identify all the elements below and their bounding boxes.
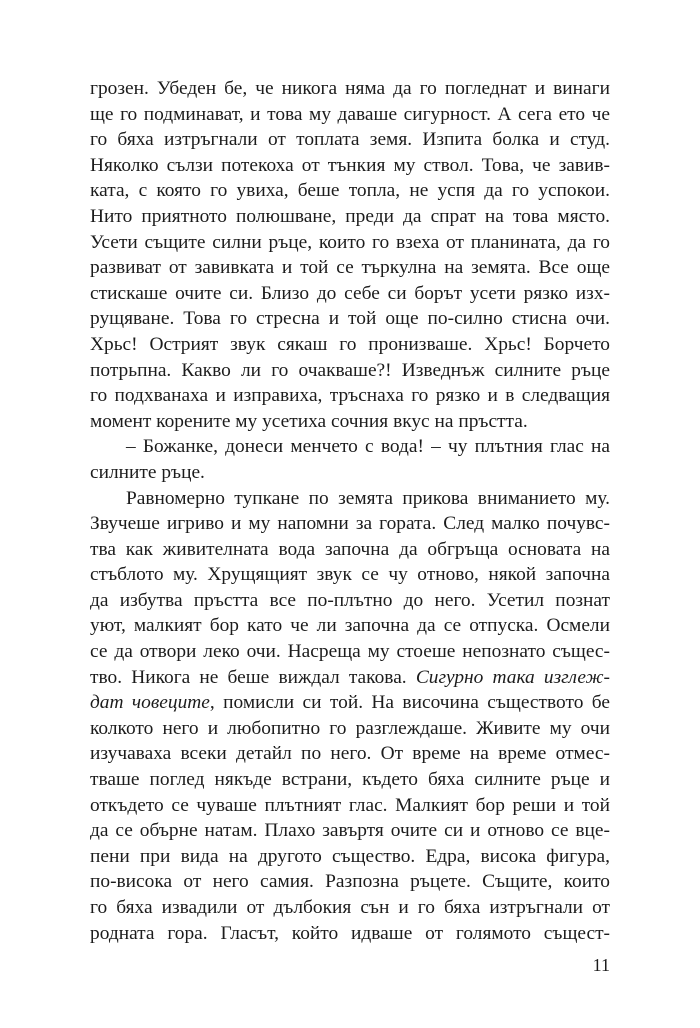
text-line: откъдето се чуваше плътният глас. Малкият бор реши и той xyxy=(90,794,610,816)
text-line: Хрьс! Острият звук сякаш го пронизваше. Хрьс! Борчето xyxy=(90,333,610,355)
text-line: ще го подминават, и това му даваше сигурност. А сега ето че xyxy=(90,103,610,125)
text-line: тваше поглед някъде встрани, където бяха силните ръце и xyxy=(90,769,610,791)
text-line: тва как живителната вода започна да обгръща основата на xyxy=(90,538,610,560)
text-line: Звучеше игриво и му напомни за гората. След малко почувс- xyxy=(90,513,610,535)
dialogue-line: – Божанке, донеси менчето с вода! – чу плътния глас на xyxy=(126,436,610,458)
page-number: 11 xyxy=(592,955,610,975)
text-line: Нито приятното полюшване, преди да спрат на това място. xyxy=(90,205,610,227)
text-line: се да отвори леко очи. Насреща му стоеше непознато същес- xyxy=(90,641,610,663)
text-line-with-italic xyxy=(90,665,610,691)
text-line: уют, малкият бор като че ли започна да се отпуска. Осмели xyxy=(90,615,610,637)
text-line: ката, с която го увиха, беше топла, не успя да го успокои. xyxy=(90,180,610,202)
text-line: колкото него и любопитно го разглеждаше. Живите му очи xyxy=(90,717,610,739)
paragraph-start-line: Равномерно тупкане по земята прикова вниманието му. xyxy=(126,487,610,509)
text-line: развиват от завивката и той се търкулна на земята. Все още xyxy=(90,257,610,279)
text-line: рущяване. Това го стресна и той още по-силно стисна очи. xyxy=(90,308,610,330)
text-line: да избутва пръстта все по-плътно до него. Усетил познат xyxy=(90,589,610,611)
text-line-with-italic xyxy=(90,690,610,716)
text-line: момент корените му усетиха сочния вкус на пръстта. xyxy=(90,410,528,432)
text-line: по-висока от него самия. Разпозна ръцете. Същите, които xyxy=(90,871,610,893)
text-line: пени при вида на другото същество. Едра, висока фигура, xyxy=(90,845,610,867)
italic-phrase: дат човеците xyxy=(90,692,210,714)
text-line: потрьпна. Какво ли го очакваше?! Изведнъж силните ръце xyxy=(90,359,610,381)
body-text xyxy=(90,76,610,946)
text-segment: тво. Никога не беше виждал такова. xyxy=(90,666,407,688)
italic-phrase: Сигурно така изглеж- xyxy=(415,666,611,688)
text-segment: , помисли си той. На височина съществото бе xyxy=(209,692,610,714)
text-line: го бяха изтръгнали от топлата земя. Изпита болка и студ. xyxy=(90,129,610,151)
text-line: стискаше очите си. Близо до себе си борът усети рязко изх- xyxy=(90,282,610,304)
text-line: да се обърне натам. Плахо завъртя очите си и отново се вце- xyxy=(90,820,610,842)
text-line: родната гора. Гласът, който идваше от голямото същест- xyxy=(90,922,610,944)
text-line: Усети същите силни ръце, които го взеха от планината, да го xyxy=(90,231,610,253)
text-line: силните ръце. xyxy=(90,461,205,483)
text-line: Няколко сълзи потекоха от тънкия му ствол. Това, че завив- xyxy=(90,154,610,176)
text-line: стъблото му. Хрущящият звук се чу отново, някой започна xyxy=(90,564,610,586)
text-line: грозен. Убеден бе, че никога няма да го погледнат и винаги xyxy=(90,78,610,99)
text-line: изучаваха всеки детайл по него. От време на време отмес- xyxy=(90,743,610,765)
text-line: го подхванаха и изправиха, тръснаха го рязко и в следващия xyxy=(90,385,610,407)
text-line: го бяха извадили от дълбокия сън и го бяха изтръгнали от xyxy=(90,897,610,918)
